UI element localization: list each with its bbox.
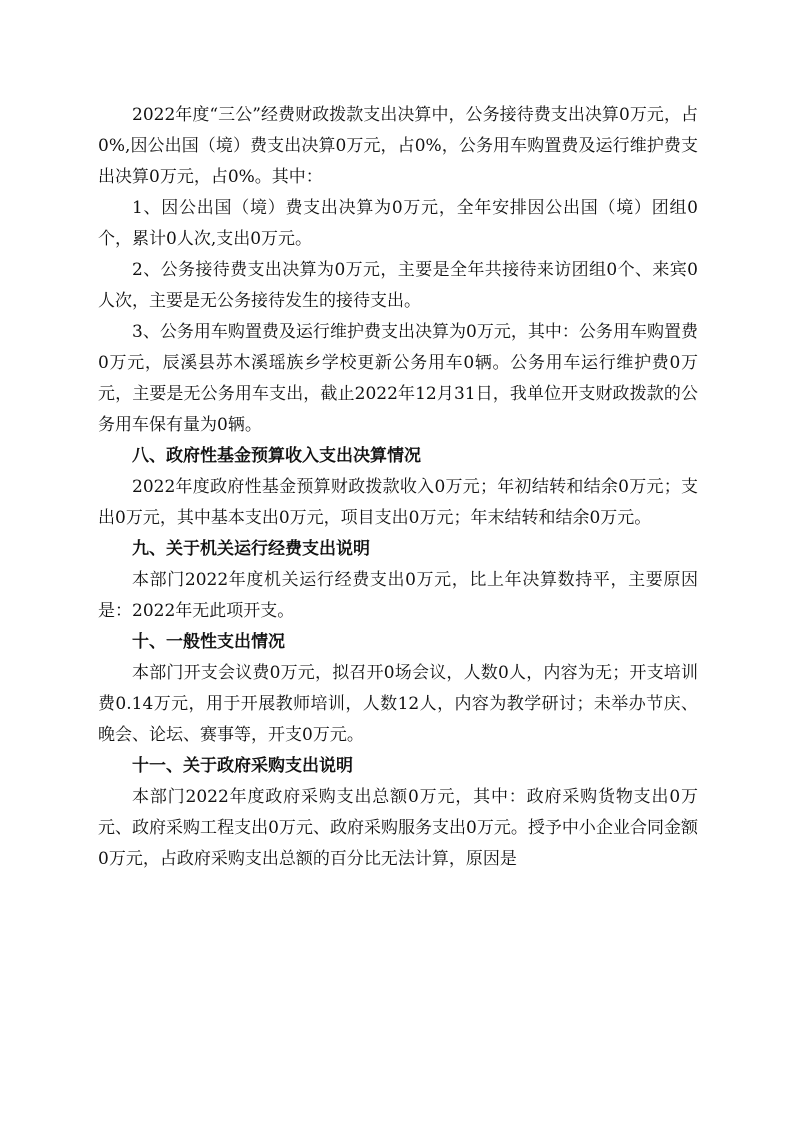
paragraph-overseas-travel: 1、因公出国（境）费支出决算为0万元，全年安排因公出国（境）团组0个，累计0人次,支出0万元。 — [98, 198, 698, 249]
paragraph-official-vehicles: 3、公务用车购置费及运行维护费支出决算为0万元，其中：公务用车购置费0万元，辰溪县苏木溪瑶族乡学校更新公务用车0辆。公务用车运行维护费0万元，主要是无公务用车支出，截止2022年12月31日，我单位开支财政拨款的公务用车保有量为0辆。 — [98, 322, 698, 435]
paragraph-procurement: 本部门2022年度政府采购支出总额0万元，其中：政府采购货物支出0万元、政府采购工程支出0万元、政府采购服务支出0万元。授予中小企业合同金额0万元，占政府采购支出总额的百分比无法计算，原因是 — [98, 787, 698, 869]
document-page — [98, 100, 698, 875]
paragraph-operating-expenses: 本部门2022年度机关运行经费支出0万元，比上年决算数持平，主要原因是：2022年无此项开支。 — [98, 570, 698, 621]
paragraph-official-reception: 2、公务接待费支出决算为0万元，主要是全年共接待来访团组0个、来宾0人次，主要是无公务接待发生的接待支出。 — [98, 260, 698, 311]
section-heading-operating-expenses: 九、关于机关运行经费支出说明 — [132, 539, 370, 559]
section-heading-general-expenditure: 十、一般性支出情况 — [132, 632, 285, 652]
section-heading-government-fund: 八、政府性基金预算收入支出决算情况 — [132, 446, 421, 466]
paragraph-government-fund: 2022年度政府性基金预算财政拨款收入0万元；年初结转和结余0万元；支出0万元，其中基本支出0万元，项目支出0万元；年末结转和结余0万元。 — [98, 477, 698, 528]
paragraph-sangong-summary: 2022年度“三公”经费财政拨款支出决算中，公务接待费支出决算0万元，占0%,因公出国（境）费支出决算0万元，占0%，公务用车购置费及运行维护费支出决算0万元，占0%。其中： — [98, 105, 698, 187]
section-heading-procurement: 十一、关于政府采购支出说明 — [132, 756, 353, 776]
paragraph-general-expenditure: 本部门开支会议费0万元，拟召开0场会议，人数0人，内容为无；开支培训费0.14万元，用于开展教师培训，人数12人，内容为教学研讨；未举办节庆、晚会、论坛、赛事等，开支0万元。 — [98, 663, 698, 745]
